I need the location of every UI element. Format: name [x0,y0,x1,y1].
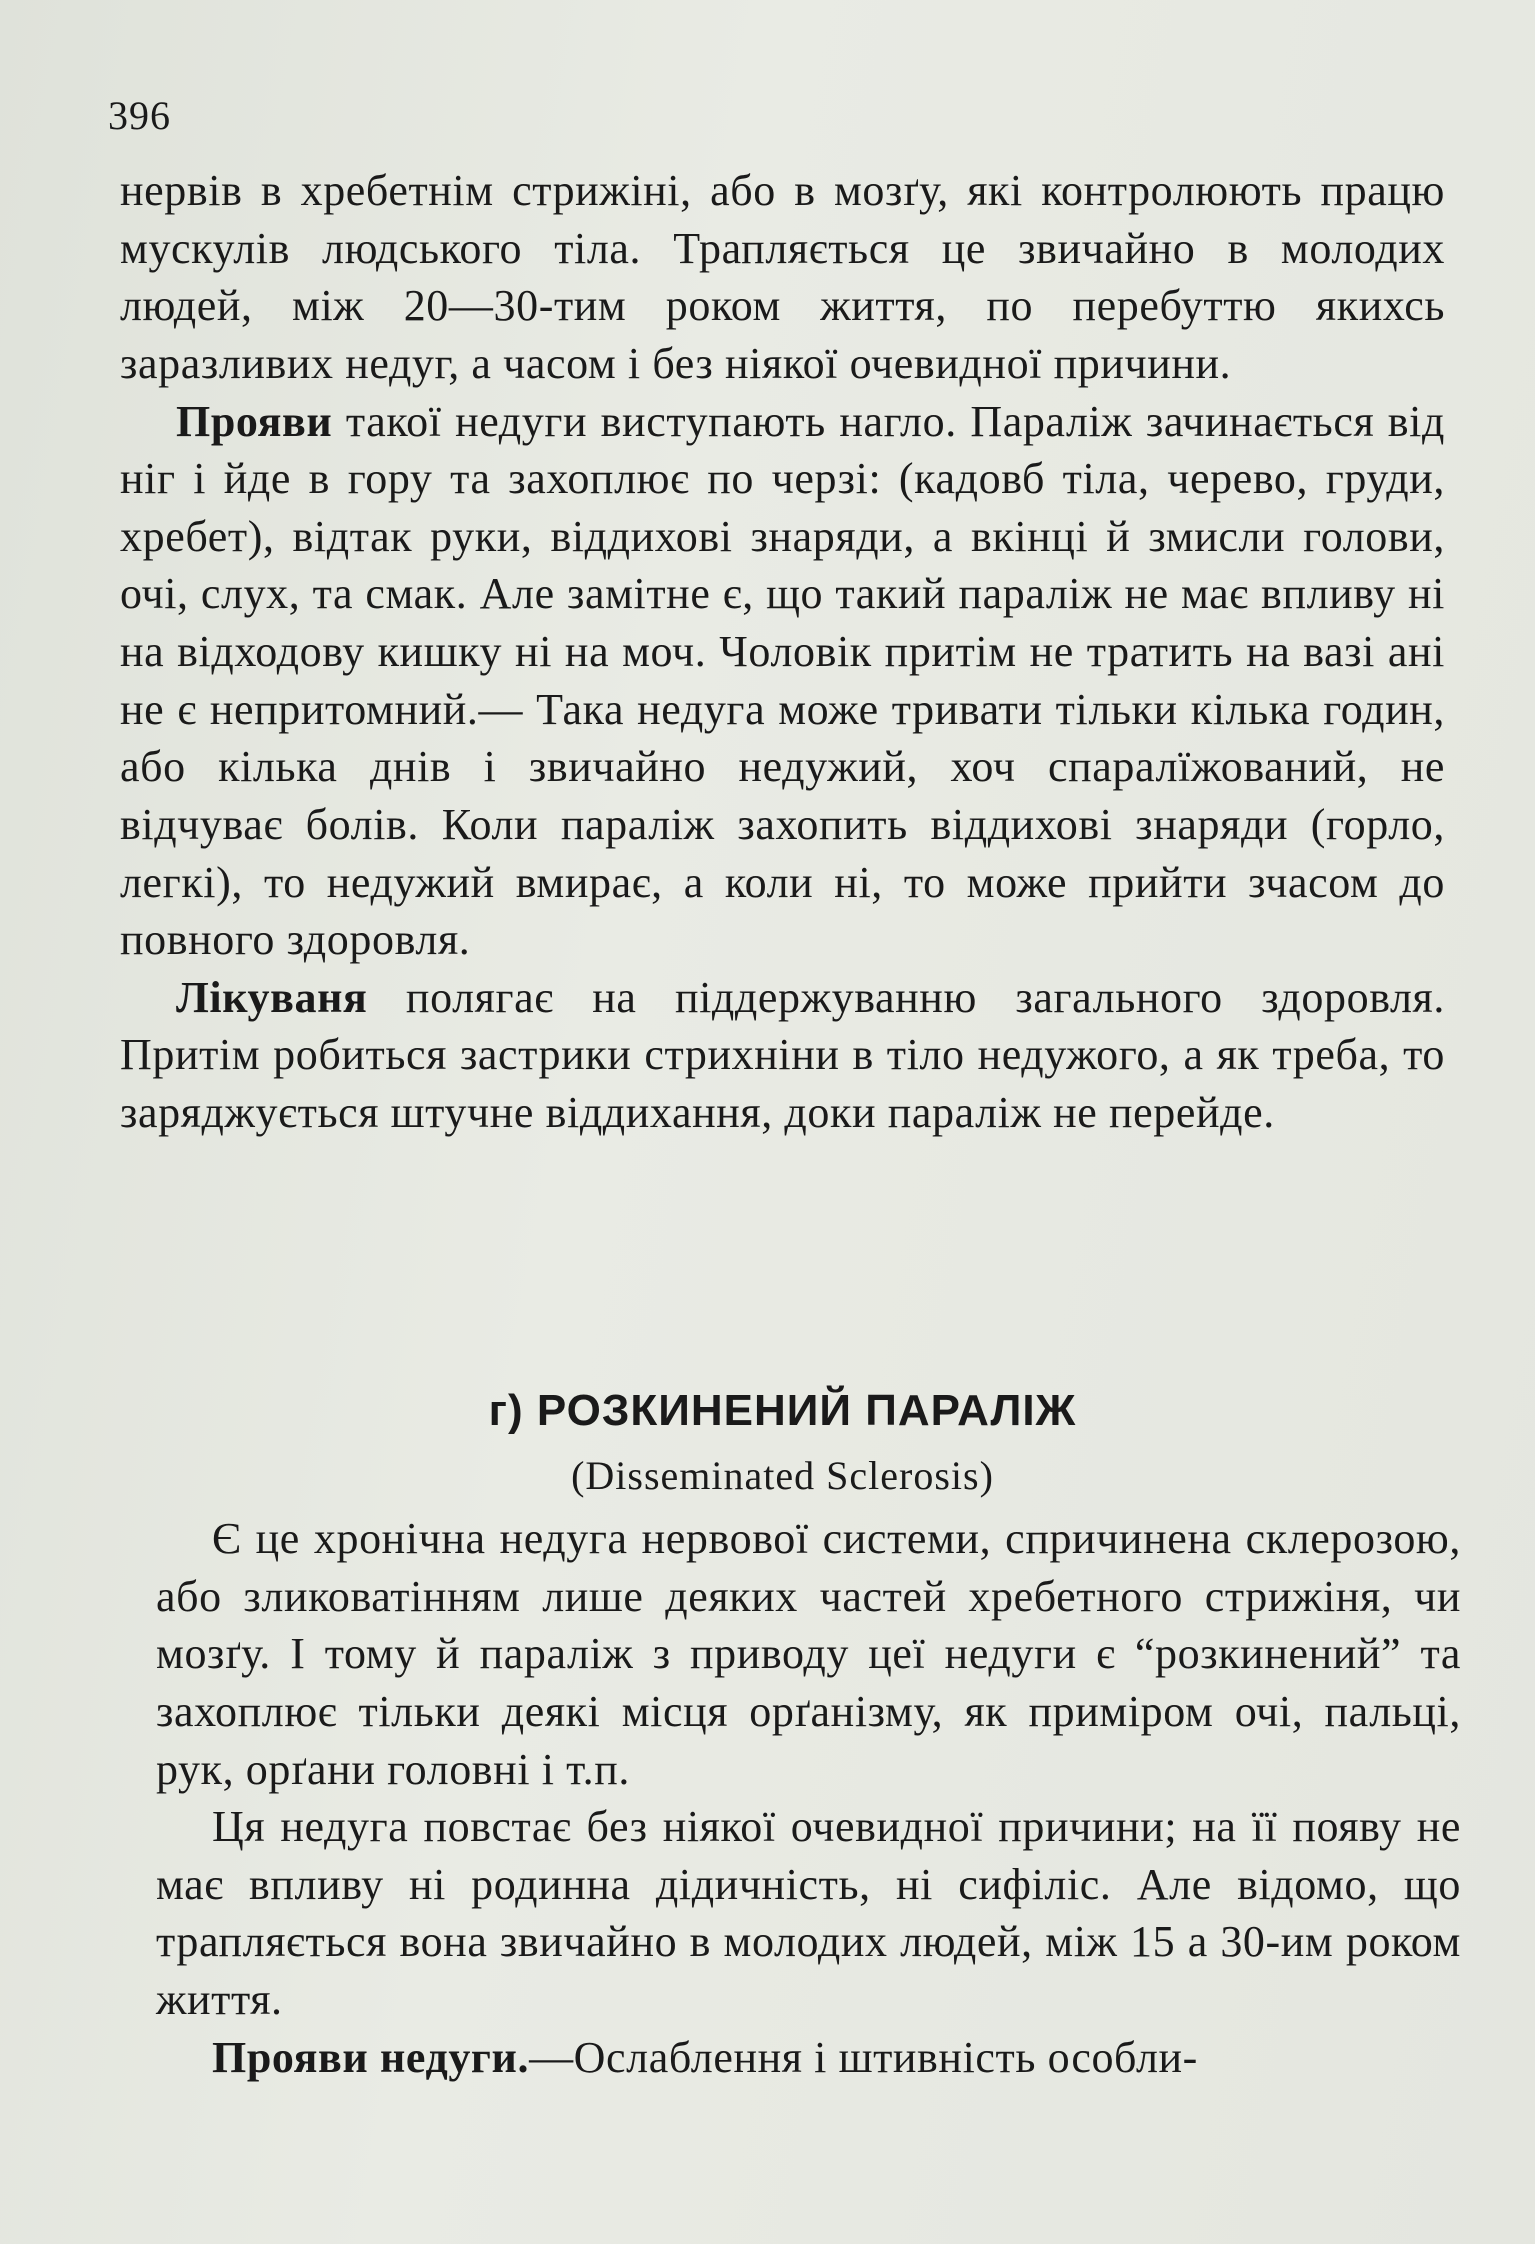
paragraph: Є це хронічна недуга нервової системи, спричинена склерозою, або зликоватінням лише деяких частей хребетного стрижіня, чи мозґу. І тому й параліж з приводу цеї недуги є “розкинений” та захоплює тільки деякі місця орґанізму, як приміром очі, пальці, рук, орґани головні і т.п. [156,1514,1461,1794]
paragraph: нервів в хребетнім стрижіні, або в мозґу, які контролюють працю мускулів людського тіла. Трапляється це звичайно в молодих людей, між 20—30-тим роком життя, по перебуттю якихсь заразливих недуг, а часом і без ніякої очевидної причини. [120,166,1445,388]
paragraph-label: Прояви [176,396,333,446]
paragraph-text: такої недуги виступають нагло. Параліж зачинається від ніг і йде в гору та захоплює по черзі: (кадовб тіла, черево, груди, хребет), відтак руки, віддихові знаряди, а вкінці й змисли голови, очі, слух, та смак. Але замітне є, що такий параліж не має впливу ні на відходову кишку ні на моч. Чоловік притім не тратить на вазі ані не є непритомний.— Така недуга може тривати тільки кілька годин, або кілька днів і звичайно недужий, хоч спаралїжований, не відчуває болів. Коли параліж захопить віддихові знаряди (горло, легкі), то недужий вмирає, а коли ні, то може прийти зчасом до повного здоровля. [120,396,1445,965]
paragraph-label: Прояви недуги. [212,2032,530,2082]
text-section-2 [156,1510,1461,2086]
paragraph [120,393,1445,969]
page-number: 396 [108,93,171,138]
paragraph: Ця недуга повстає без ніякої очевидної причини; на її появу не має впливу ні родинна дідичність, ні сифіліс. Але відомо, що трапляється вона звичайно в молодих людей, між 15 а 30-им роком життя. [156,1802,1461,2024]
paragraph-text: —Ослаблення і штивність особли- [529,2032,1198,2082]
section-subheading: (Disseminated Sclerosis) [571,1453,994,1498]
text-section-1 [120,162,1445,1142]
paragraph [156,2029,1461,2087]
paragraph [120,969,1445,1142]
paragraph-label: Лікуваня [176,972,368,1022]
section-heading: г) РОЗКИНЕНИЙ ПАРАЛІЖ [488,1386,1077,1435]
paragraph-text: полягає на піддержуванню загального здоровля. Притім робиться застрики стрихніни в тіло недужого, а як треба, то заряджується штучне віддихання, доки параліж не перейде. [120,972,1445,1137]
